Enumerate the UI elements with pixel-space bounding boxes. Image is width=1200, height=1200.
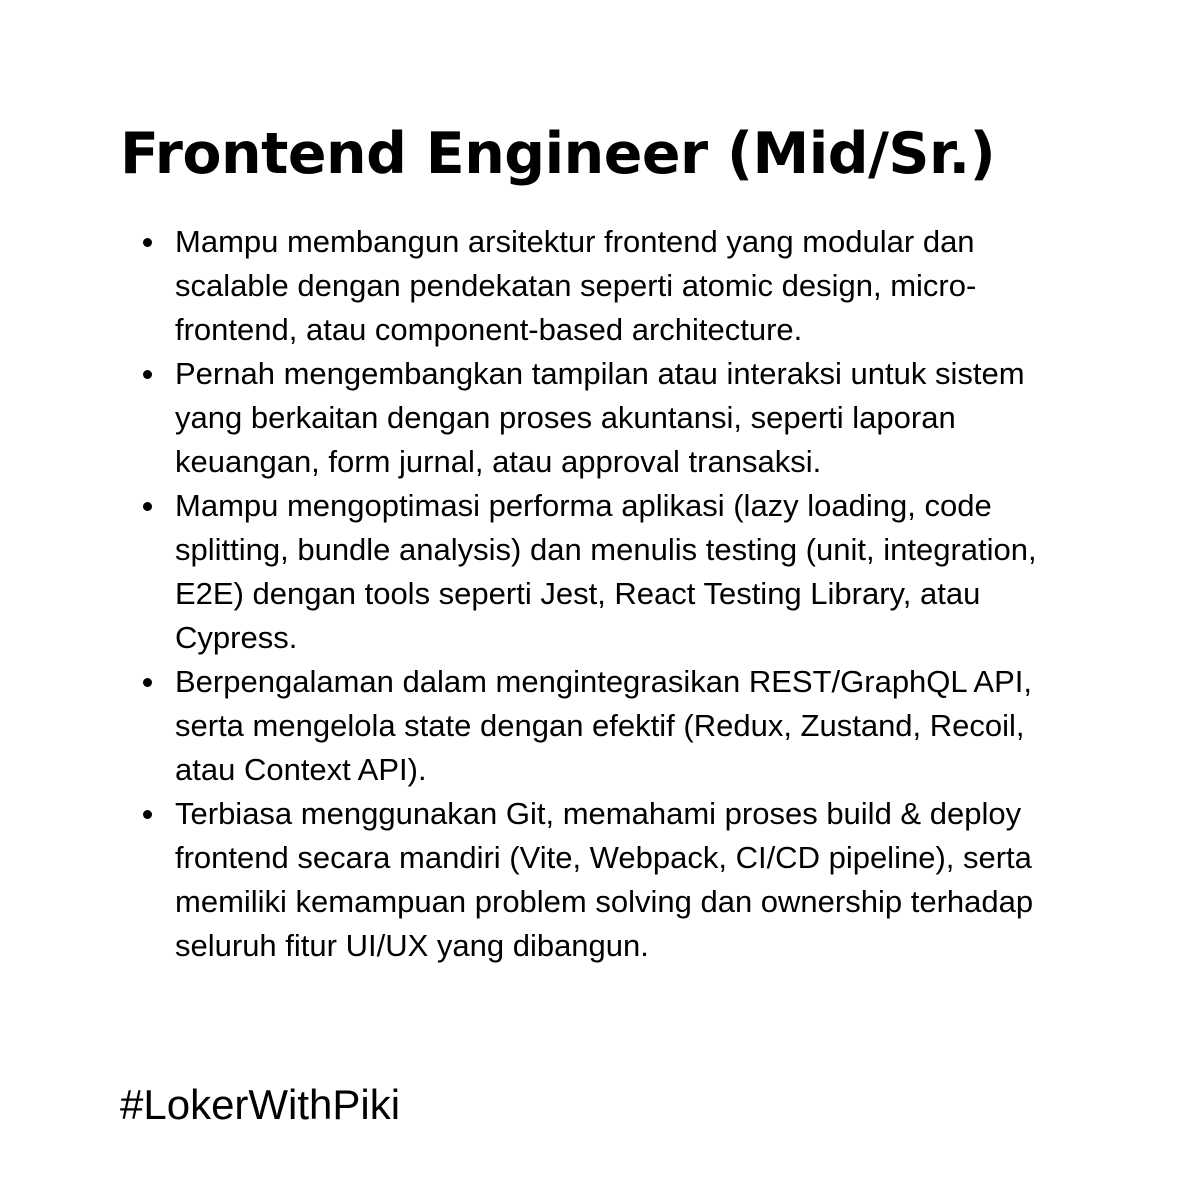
requirement-text: Mampu mengoptimasi performa aplikasi (lazy loading, code splitting, bundle analysis) dan menulis testing (unit, integration, E2E) dengan tools seperti Jest, React Testing Library, atau Cypress. — [175, 488, 1037, 655]
requirement-text: Terbiasa menggunakan Git, memahami proses build & deploy frontend secara mandiri (Vite, Webpack, CI/CD pipeline), serta memiliki kemampuan problem solving dan ownership terhadap seluruh fitur UI/UX yang dibangun. — [175, 796, 1034, 963]
requirement-item — [175, 352, 1080, 484]
hashtag: #LokerWithPiki — [120, 1081, 401, 1128]
requirements-list — [120, 220, 1080, 968]
bullet-dot-icon — [143, 810, 152, 819]
bullet-dot-icon — [143, 502, 152, 511]
bullet-dot-icon — [143, 370, 152, 379]
requirement-item — [175, 484, 1080, 660]
bullet-dot-icon — [143, 678, 152, 687]
bullet-dot-icon — [143, 238, 152, 247]
requirement-item — [175, 220, 1080, 352]
job-title: Frontend Engineer (Mid/Sr.) — [120, 121, 996, 187]
requirement-text: Mampu membangun arsitektur frontend yang modular dan scalable dengan pendekatan seperti atomic design, micro-frontend, atau component-based architecture. — [175, 224, 977, 347]
requirement-text: Berpengalaman dalam mengintegrasikan REST/GraphQL API, serta mengelola state dengan efektif (Redux, Zustand, Recoil, atau Context API). — [175, 664, 1032, 787]
requirement-item — [175, 792, 1080, 968]
requirement-text: Pernah mengembangkan tampilan atau interaksi untuk sistem yang berkaitan dengan proses akuntansi, seperti laporan keuangan, form jurnal, atau approval transaksi. — [175, 356, 1025, 479]
requirement-item — [175, 660, 1080, 792]
